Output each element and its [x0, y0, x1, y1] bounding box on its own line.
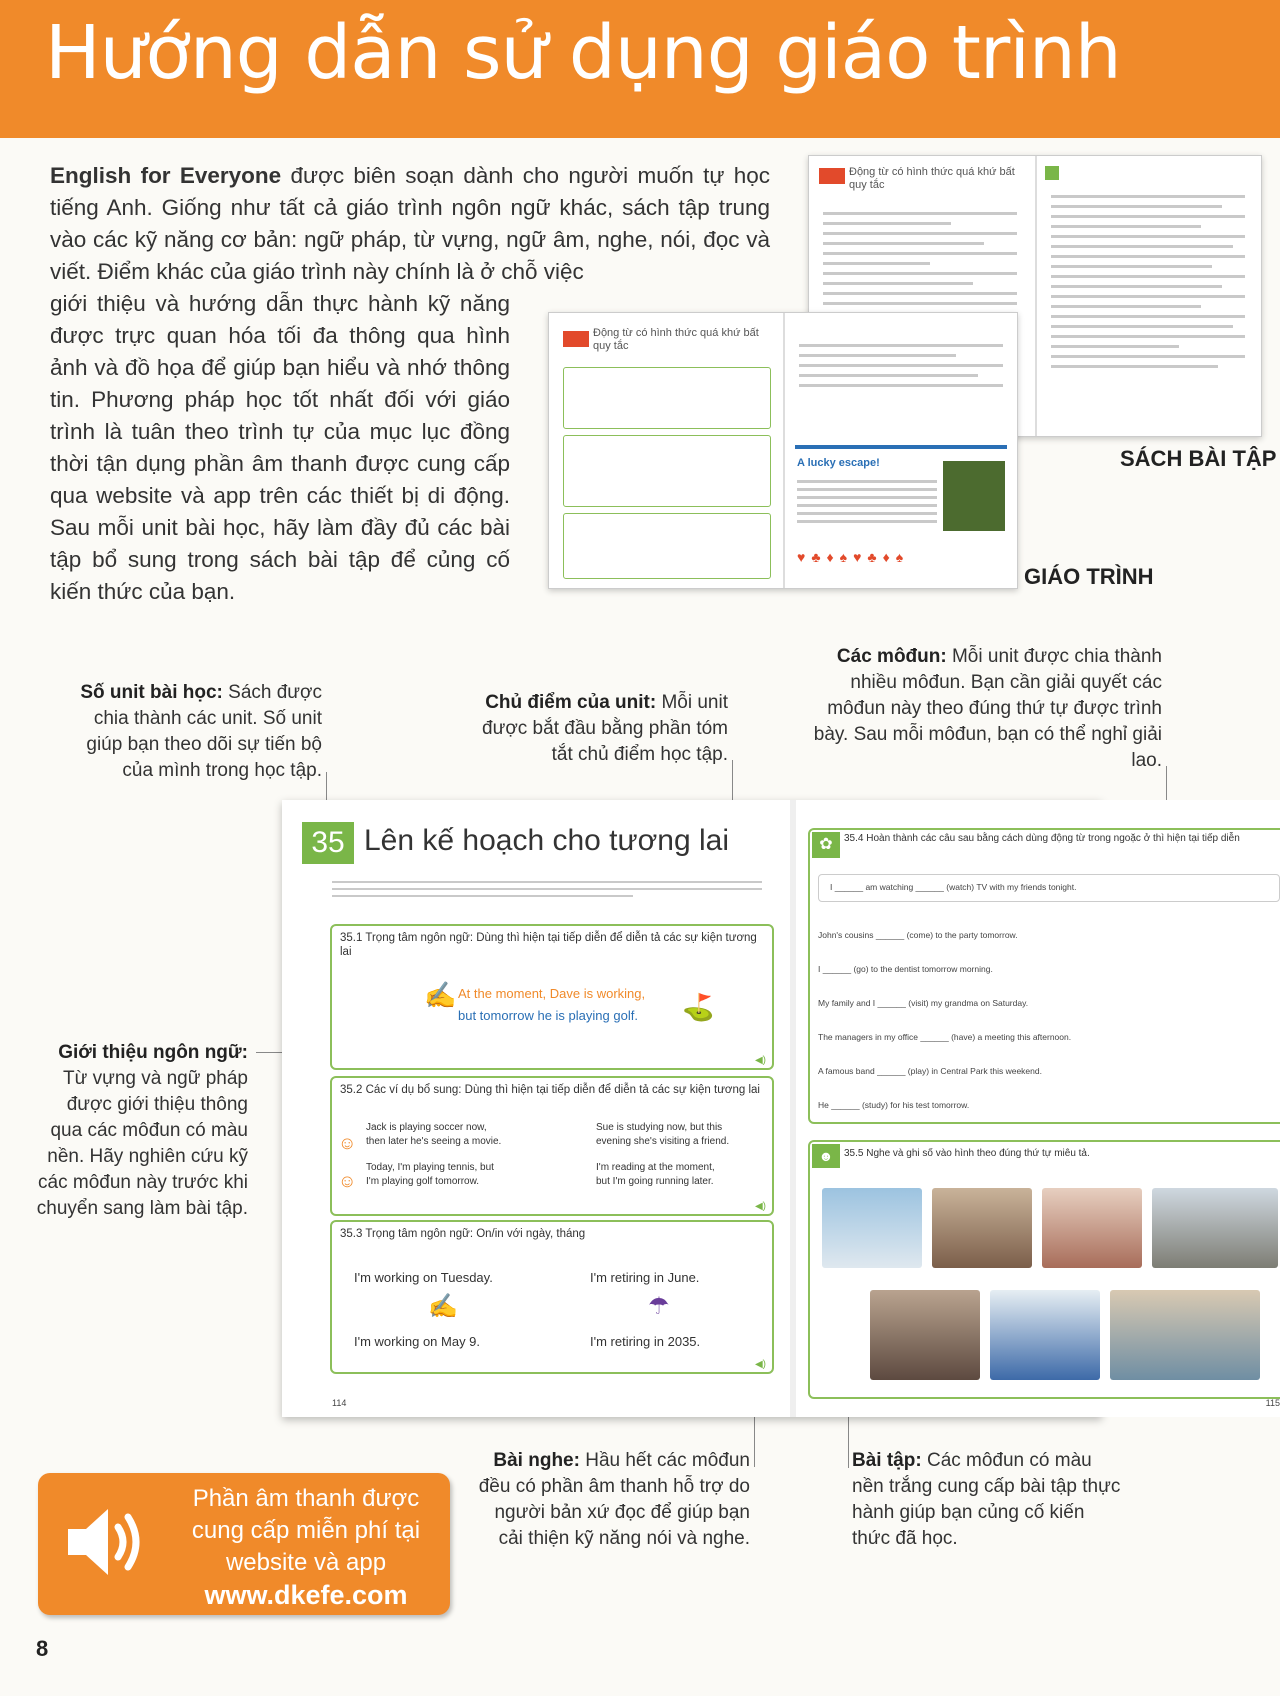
- man-at-desk-icon: ✍: [424, 980, 457, 1010]
- module-35-3: 35.3 Trọng tâm ngôn ngữ: On/in với ngày, tháng I'm working on Tuesday. I'm retiring in June. ✍ ☂ I'm working on May 9. I'm retiring in 2035. ◀): [330, 1220, 774, 1374]
- intro-text-1: được biên soạn dành cho người muốn tự học tiếng Anh. Giống như tất cả giáo trình ngôn ngữ khác, sách tập trung vào các kỹ năng cơ bản: ngữ pháp, từ vựng, ngữ âm, nghe, nói, đọc và viết. Điểm khác của giáo trình này chính là ở chỗ việc: [50, 163, 770, 284]
- intro-text-2: giới thiệu và hướng dẫn thực hành kỹ năng được trực quan hóa tối đa thông qua hình ảnh và đồ họa để giúp bạn hiểu và nhớ thông tin. Phương pháp học tốt nhất đối với giáo trình là tuân theo trình tự của mục lục đồng thời tận dụng phần âm thanh được cung cấp qua website và app trên các thiết bị di động. Sau mỗi unit bài học, hãy làm đầy đủ các bài tập bổ sung trong sách bài tập để củng cố kiến thức của bạn.: [50, 291, 510, 604]
- workbook-mini-title: Động từ có hình thức quá khứ bất quy tắc: [849, 166, 1015, 191]
- left-page-number: 114: [332, 1398, 347, 1408]
- unit-number-badge: 35: [302, 822, 354, 864]
- callout-language-intro: Giới thiệu ngôn ngữ: Từ vựng và ngữ pháp được giới thiệu thông qua các môđun có màu nền. Hãy nghiên cứu kỹ các môđun này trước khi chuyển sang làm bài tập.: [36, 1042, 248, 1219]
- left-page: [282, 800, 790, 1417]
- coursebook-thumbnail: [548, 312, 1018, 589]
- website-url[interactable]: www.dkefe.com: [204, 1580, 408, 1610]
- photo-sailing: [990, 1290, 1100, 1380]
- story-icons: ♥♣♦♠♥♣♦♠: [797, 549, 910, 565]
- workbook-label: SÁCH BÀI TẬP: [1120, 446, 1277, 471]
- callout-exercises: Bài tập: Các môđun có màu nền trắng cung cấp bài tập thực hành giúp bạn củng cố kiến thức đã học.: [852, 1450, 1121, 1549]
- photo-pyramid: [1152, 1188, 1278, 1268]
- module-35-2: 35.2 Các ví dụ bổ sung: Dùng thì hiện tại tiếp diễn để diễn tả các sự kiện tương lai Jack is playing soccer now, then later he's seeing a movie. Sue is studying now, but this evening she's visiting a friend. Today, I'm playing tennis, but I'm playing golf tomorrow. I'm reading at the moment, but I'm going running later. ☺ ☺ ◀): [330, 1076, 774, 1216]
- story-title: A lucky escape!: [797, 457, 880, 469]
- listen-icon: ☻: [812, 1144, 840, 1168]
- people-icons: ☺ ☺: [338, 1133, 357, 1191]
- photo-street: [870, 1290, 980, 1380]
- callout-listening: Bài nghe: Hầu hết các môđun đều có phần âm thanh hỗ trợ do người bản xứ đọc để giúp bạn cải thiện kỹ năng nói và nghe.: [478, 1450, 750, 1549]
- golfer-icon: ⛳: [682, 992, 715, 1022]
- module-35-4: ✿ 35.4 Hoàn thành các câu sau bằng cách dùng động từ trong ngoặc ở thì hiện tại tiếp diễn I ______ am watching ______ (watch) TV with my friends tonight. John's cousins ______ (come) to the party tomorrow. I ______ (go) to the dentist tomorrow morning. My family and I ______ (visit) my grandma on Saturday. The managers in my office ______ (have) a meeting this afternoon. A famous band ______ (play) in Central Park this weekend. He ______ (study) for his test tomorrow.: [808, 828, 1280, 1124]
- m1-example-2: but tomorrow he is playing golf.: [458, 1008, 638, 1023]
- audio-icon: ◀): [754, 1055, 766, 1066]
- page-number: 8: [36, 1636, 49, 1661]
- audio-icon-2: ◀): [754, 1201, 766, 1212]
- photo-people: [932, 1188, 1032, 1268]
- audio-icon-3: ◀): [754, 1359, 766, 1370]
- unit-title: Lên kế hoạch cho tương lai: [364, 824, 729, 857]
- photo-running: [1042, 1188, 1142, 1268]
- module-35-1: 35.1 Trọng tâm ngôn ngữ: Dùng thì hiện tại tiếp diễn để diễn tả các sự kiện tương lai ✍ At the moment, Dave is working, but tomorrow he is playing golf. ⛳ ◀): [330, 924, 774, 1070]
- retiring-icon: ☂: [648, 1293, 670, 1320]
- story-photo: [943, 461, 1005, 531]
- title-banner: [0, 0, 1280, 138]
- m1-example-1: At the moment, Dave is working,: [458, 986, 646, 1001]
- page-title: Hướng dẫn sử dụng giáo trình: [45, 10, 1121, 96]
- speaker-icon: [60, 1497, 150, 1587]
- right-page: [796, 800, 1280, 1417]
- exercise-icon: ✿: [812, 832, 840, 858]
- callout-unit-number: Số unit bài học: Sách được chia thành các unit. Số unit giúp bạn theo dõi sự tiến bộ của mình trong học tập.: [80, 682, 322, 781]
- sample-spread: [282, 800, 1280, 1417]
- audio-promo-text: Phần âm thanh được cung cấp miễn phí tại website và app www.dkefe.com: [166, 1483, 446, 1611]
- callout-modules: Các môđun: Mỗi unit được chia thành nhiều môđun. Bạn cần giải quyết các môđun này theo đúng thứ tự được trình bày. Sau mỗi môđun, bạn có thể nghỉ giải lao.: [813, 646, 1162, 771]
- callout-unit-topic: Chủ điểm của unit: Mỗi unit được bắt đầu bằng phần tóm tắt chủ điểm học tập.: [482, 692, 728, 765]
- module-35-5: ☻ 35.5 Nghe và ghi số vào hình theo đúng thứ tự miêu tả.: [808, 1140, 1280, 1399]
- photo-skydiving: [822, 1188, 922, 1268]
- audio-promo-box: [38, 1473, 450, 1615]
- coursebook-mini-title: Động từ có hình thức quá khứ bất quy tắc: [593, 327, 759, 352]
- intro-lead: English for Everyone: [50, 163, 282, 188]
- coursebook-label: GIÁO TRÌNH: [1024, 564, 1154, 589]
- working-icon: ✍: [428, 1293, 458, 1320]
- right-page-number: 115: [1265, 1398, 1280, 1408]
- photo-friends: [1110, 1290, 1260, 1380]
